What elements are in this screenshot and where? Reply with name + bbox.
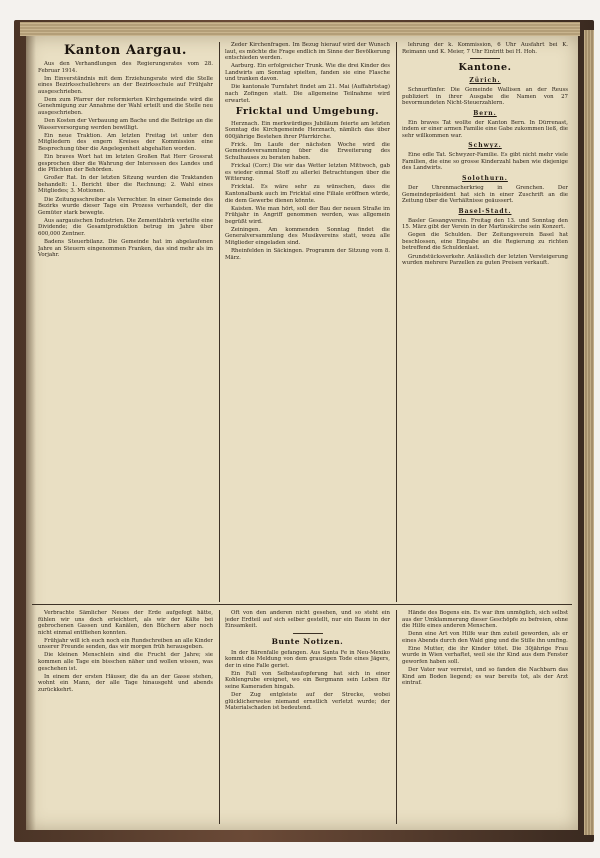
article-paragraph: Im Einverständnis mit dem Erziehungsrate wird die Stelle eines Bezirksschullehrers an der Bezirksschule auf Frühjahr ausgeschrieben. xyxy=(38,75,213,95)
article-paragraph: lehrung der k. Kommission, 6 Uhr Ausfahrt bei K. Reimann und K. Meier, 7 Uhr Eintritt bei H. Hoh. xyxy=(402,42,568,55)
subhead-bern: Bern. xyxy=(473,109,497,117)
note-paragraph: Der Vater war verreist, und so fanden die Nachbarn das Kind am Boden liegend; es war bereits tot, als der Arzt eintraf. xyxy=(402,667,568,687)
article-paragraph: Herznach. Ein merkwürdiges Jubiläum feierte am letzten Sonntag die Kirchgemeinde Herznach, nämlich das über 600jährige Bestehen ihrer Pfarrkirche. xyxy=(225,120,390,140)
feuilleton-paragraph: Oft von den anderen nicht gesehen, und so steht ein jeder Erdteil auf sich selber gestellt, nur ein Baum in der Einsamkeit. xyxy=(225,610,390,630)
column-top-middle xyxy=(225,42,390,600)
article-paragraph: Eine edle Tat. Schwyzer-Familie. Es gibt nicht mehr viele Familien, die eine so grosse Kinderzahl haben wie diejenige des Landwirts. xyxy=(402,152,568,172)
column-top-right xyxy=(402,42,568,600)
column-rule xyxy=(396,42,397,602)
column-rule xyxy=(219,610,220,824)
article-paragraph: Ein braves Tat wollte der Kanton Bern. In Dürrenast, indem er einer armen Familie eine Gabe zukommen ließ, die sehr willkommen war. xyxy=(402,119,568,139)
headline-kantone: Kantone. xyxy=(458,62,512,74)
divider xyxy=(470,58,500,59)
note-paragraph: Ein Fall von Selbstaufopferung hat sich in einer Kohlengrube ereignet, wo ein Bergmann sein Leben für seine Kameraden hingab. xyxy=(225,670,390,690)
article-paragraph: Zeiningen. Am kommenden Sonntag findet die Generalversammlung des Musikvereins statt, wozu alle Mitglieder eingeladen sind. xyxy=(225,226,390,246)
feuilleton-paragraph: Hände des Bogens ein. Es war ihm unmöglich, sich selbst aus der Umklammerung dieser Geschöpfe zu befreien, ohne die Hilfe eines anderen Menschen. xyxy=(402,610,568,630)
article-paragraph: Frick. Im Laufe der nächsten Woche wird die Gemeindeversammlung über die Erweiterung des Schulhauses zu beraten haben. xyxy=(225,141,390,162)
article-paragraph: Großer Rat. In der letzten Sitzung wurden die Traktanden behandelt: 1. Bericht über die Rechnung; 2. Wahl eines Mitgliedes; 3. Motionen. xyxy=(38,175,213,195)
article-paragraph: Frickal (Corr.) Die wir das Wetter letzten Mittwoch, gab es wieder einmal Stoff zu allerlei Betrachtungen über die Witterung. xyxy=(225,163,390,183)
feuilleton-paragraph: In einem der ersten Häuser, die da an der Gasse stehen, wohnt ein Mann, der alle Tage hinausgeht und abends zurückkehrt. xyxy=(38,673,213,693)
article-paragraph: Kaisten. Wie man hört, soll der Bau der neuen Straße im Frühjahr in Angriff genommen werden, was allgemein begrüßt wird. xyxy=(225,205,390,225)
article-paragraph: Die Zeitungsschreiber als Verrechter. In einer Gemeinde des Bezirks wurde dieser Tage ein Prozess verhandelt, der die Gemüter stark bewegte. xyxy=(38,196,213,216)
article-paragraph: Fricktal. Es wäre sehr zu wünschen, dass die Kantonalbank auch im Fricktal eine Filiale eröffnen würde, die dem Gewerbe dienen könnte. xyxy=(225,184,390,204)
article-paragraph: Aarburg. Ein erfolgreicher Trunk. Wie die drei Kinder des Landwirts am Sonntag spielten, fanden sie eine Flasche und tranken davon. xyxy=(225,63,390,83)
subhead-solothurn: Solothurn. xyxy=(462,175,508,183)
article-paragraph: Rheinfelden in Säckingen. Programm der Sitzung vom 8. März. xyxy=(225,248,390,261)
divider xyxy=(293,633,323,634)
article-paragraph: Gegen die Schulden. Der Zeitungsverein Basel hat beschlossen, eine Eingabe an die Regierung zu richten betreffend die Schuldenlast. xyxy=(402,232,568,252)
article-paragraph: Ein braves Wort hat im letzten Großen Rat Herr Grossrat gesprochen über die Wahrung der Interessen des Landes und die Pflichten der Behörden. xyxy=(38,154,213,174)
feuilleton-paragraph: Die kleinen Menschlein sind die Frucht der Jahre; sie kommen alle Tage ein bisschen näher und wollen wissen, was geschehen ist. xyxy=(38,652,213,672)
note-paragraph: Eine Mutter, die ihr Kinder tötet. Die 30jährige Frau wurde in Wien verhaftet, weil sie ihr Kind aus dem Fenster geworfen haben soll. xyxy=(402,645,568,666)
column-rule xyxy=(219,42,220,602)
article-paragraph: Ein neue Traktion. Am letzten Freitag ist unter den Mitgliedern des engern Kreises der Kommission eine Besprechung über die Angelegenheit abgehalten worden. xyxy=(38,132,213,152)
article-paragraph: Badens Steuerbilanz. Die Gemeinde hat im abgelaufenen Jahre an Steuern eingenommen Franken, das sind mehr als im Vorjahr. xyxy=(38,239,213,259)
subhead-zuerich: Zürich. xyxy=(469,77,501,85)
article-paragraph: Die kantonale Turnfahrt findet am 21. Mai (Auffahrtstag) nach Zofingen statt. Die allgemeine Teilnahme wird erwartet. xyxy=(225,84,390,104)
article-paragraph: Grundstücksverkehr. Anlässlich der letzten Versteigerung wurden mehrere Parzellen zu guten Preisen verkauft. xyxy=(402,253,568,267)
subhead-schwyz: Schwyz. xyxy=(468,142,502,150)
column-rule xyxy=(396,610,397,824)
note-paragraph: Der Zug entgleiste auf der Strecke, wobei glücklicherweise niemand ernstlich verletzt wurde; der Materialschaden ist bedeutend. xyxy=(225,692,390,712)
book-page-edges-top xyxy=(20,22,580,36)
column-bottom-left xyxy=(38,610,213,824)
column-bottom-right xyxy=(402,610,568,824)
book-page-edges-right xyxy=(584,30,594,835)
article-paragraph: Schnurfünfer. Die Gemeinde Wallisen an der Reuss publiziert in ihrer Ausgabe die Namen von 27 bevormundeten Nicht-Steuerzahlern. xyxy=(402,87,568,107)
article-paragraph: Dem zum Pfarrer der reformierten Kirchgemeinde wird die Genehmigung zur Annahme der Wahl erteilt und die Stelle neu ausgeschrieben. xyxy=(38,96,213,117)
column-top-left xyxy=(38,42,213,600)
feuilleton-paragraph: Verbrachte Sämlicher Neues der Erde aufgefegt hätte, fühlen wir uns doch erleichtert, als wir der Kälte bei gebrochenen Gassen und Kanälen, den Büchern aber noch nicht einmal entfliehen konnten. xyxy=(38,610,213,636)
note-paragraph: In der Bärenfalle gefangen. Aus Santa Fe in Neu-Mexiko kommt die Meldung von dem grausigen Tode eines Jägers, der in eine Falle geriet. xyxy=(225,649,390,669)
subhead-basel-stadt: Basel-Stadt. xyxy=(458,207,512,215)
article-paragraph: Aus den Verhandlungen des Regierungsrates vom 28. Februar 1914. xyxy=(38,61,213,74)
article-paragraph: Zeder Kirchenfragen. Im Bezug hierauf wird der Wunsch laut, es möchte die Frage endlich im Sinne der Bevölkerung entschieden werden. xyxy=(225,42,390,62)
section-rule xyxy=(32,604,572,605)
article-paragraph: Den Kosten der Verbauung am Bache und die Beiträge an die Wasserversorgung werden bewilligt. xyxy=(38,118,213,131)
newspaper-page xyxy=(26,36,578,830)
page-gutter-shadow xyxy=(26,36,36,830)
headline-fricktal: Fricktal und Umgebung. xyxy=(235,105,380,117)
article-paragraph: Basler Gesangverein. Freitag den 13. und Sonntag den 15. März gibt der Verein in der Martinskirche sein Konzert. xyxy=(402,217,568,231)
headline-kanton-aargau: Kanton Aargau. xyxy=(63,43,188,58)
feuilleton-paragraph: Denn eine Art von Hilfe war ihm zuteil geworden, als er eines Abends durch den Wald ging und die Stille ihn umfing. xyxy=(402,631,568,644)
feuilleton-paragraph: Frühjahr will ich euch noch ein Rundschreiben an alle Kinder unserer Freunde senden, das wir morgen früh herausgeben. xyxy=(38,637,213,651)
article-paragraph: Der Uhrenmacherkrieg in Grenchen. Der Gemeindepräsident hat sich in einer Zuschrift an die Zeitung über die Verhältnisse geäussert. xyxy=(402,185,568,205)
column-bottom-middle xyxy=(225,610,390,824)
article-paragraph: Aus aargauischen Industrien. Die Zementfabrik verteilte eine Dividende; die Gesamtproduktion betrug im Jahre über 600,000 Zentner. xyxy=(38,217,213,237)
headline-bunte-notizen: Bunte Notizen. xyxy=(271,636,344,646)
